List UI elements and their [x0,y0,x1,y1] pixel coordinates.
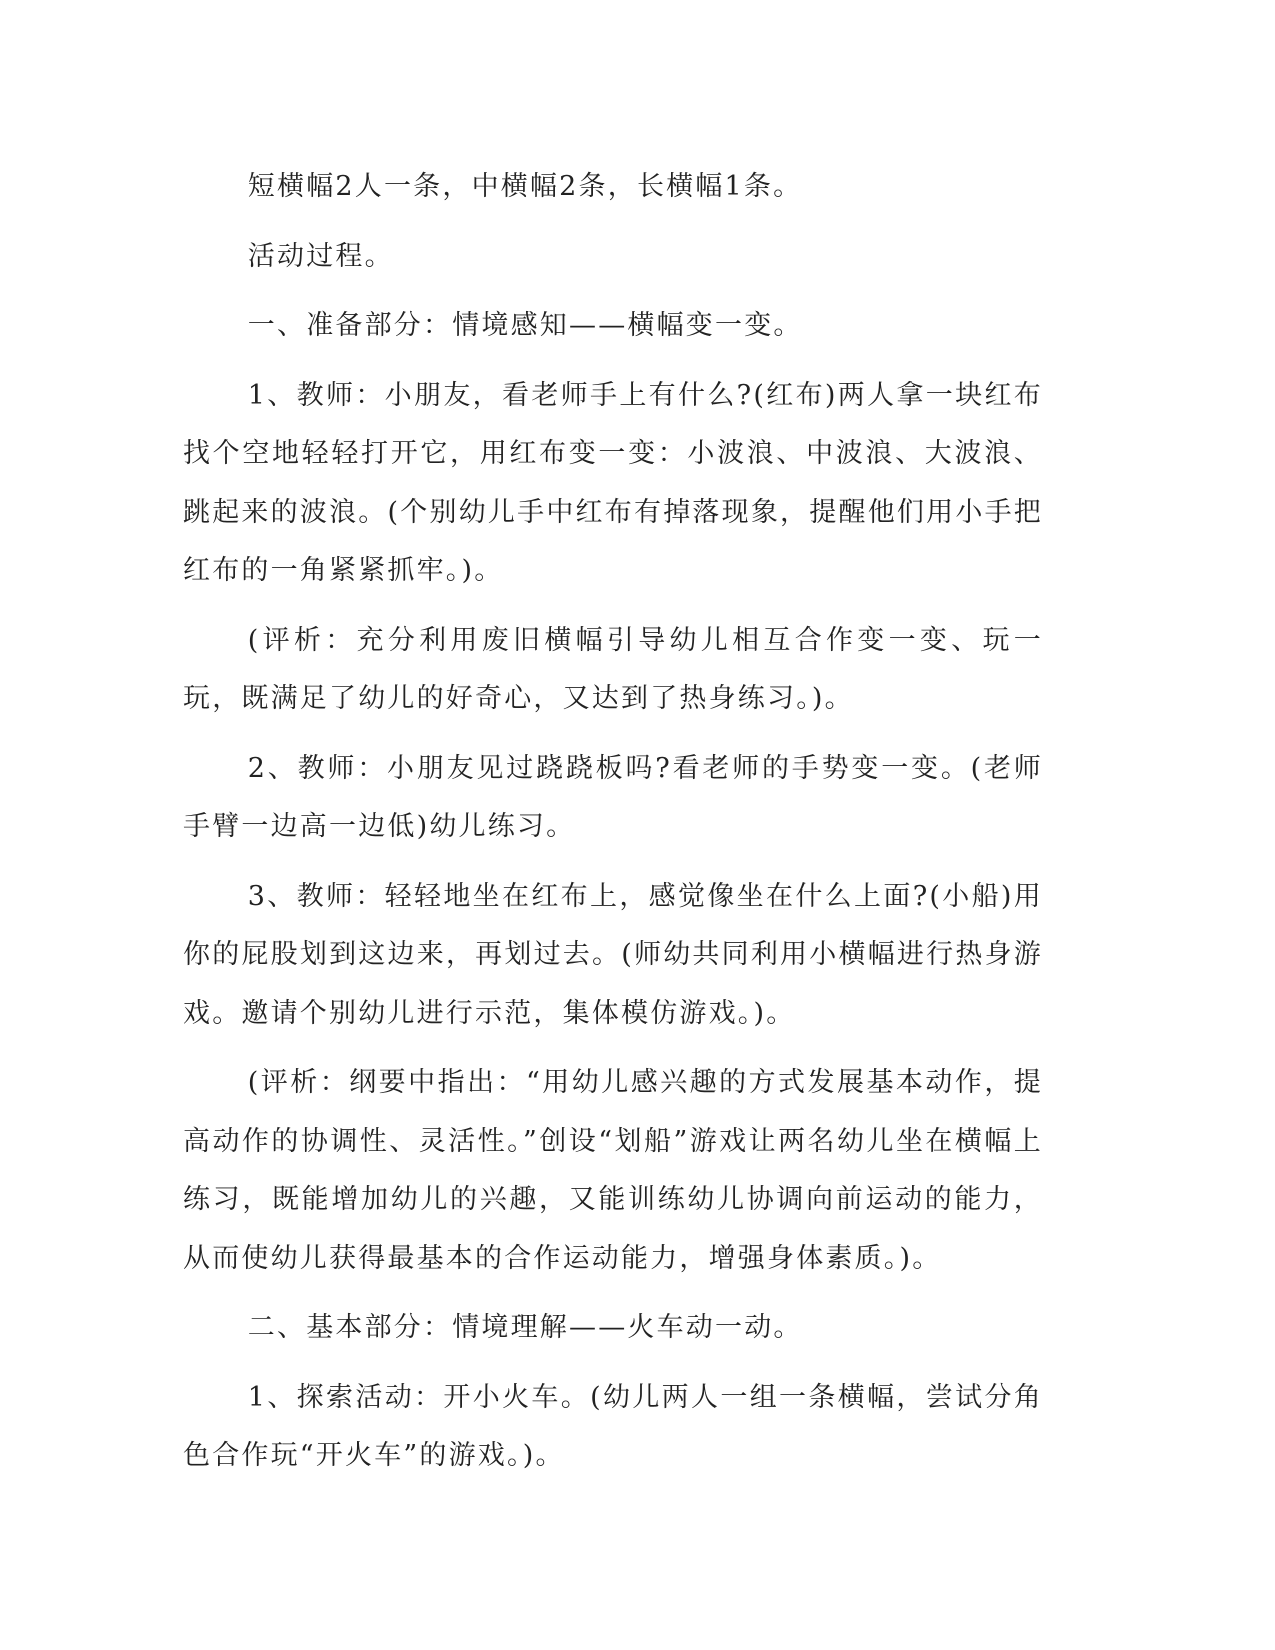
paragraph-step-1-red-cloth: 1、教师：小朋友，看老师手上有什么?(红布)两人拿一块红布找个空地轻轻打开它，用红布变一变：小波浪、中波浪、大波浪、跳起来的波浪。(个别幼儿手中红布有掉落现象，提醒他们用小手把红布的一角紧紧抓牢。)。 [183,379,1043,586]
paragraph-step-3-boat: 3、教师：轻轻地坐在红布上，感觉像坐在什么上面?(小船)用你的屁股划到这边来，再划过去。(师幼共同利用小横幅进行热身游戏。邀请个别幼儿进行示范，集体模仿游戏。)。 [183,880,1043,1029]
document-body [183,158,1043,1497]
paragraph-commentary-2: (评析：纲要中指出：“用幼儿感兴趣的方式发展基本动作，提高动作的协调性、灵活性。”创设“划船”游戏让两名幼儿坐在横幅上练习，既能增加幼儿的兴趣，又能训练幼儿协调向前运动的能力，从而使幼儿获得最基本的合作运动能力，增强身体素质。)。 [183,1067,1043,1274]
paragraph-commentary-1: (评析：充分利用废旧横幅引导幼儿相互合作变一变、玩一玩，既满足了幼儿的好奇心，又达到了热身练习。)。 [183,624,1043,714]
paragraph-explore-train: 1、探索活动：开小火车。(幼儿两人一组一条横幅，尝试分角色合作玩“开火车”的游戏。)。 [183,1381,1043,1471]
paragraph-activity-process: 活动过程。 [247,240,394,272]
section-heading-preparation: 一、准备部分：情境感知——横幅变一变。 [247,310,803,341]
paragraph-banner-materials: 短横幅2人一条，中横幅2条，长横幅1条。 [247,171,803,202]
paragraph-step-2-seesaw: 2、教师：小朋友见过跷跷板吗?看老师的手势变一变。(老师手臂一边高一边低)幼儿练习。 [183,752,1043,842]
section-heading-basic: 二、基本部分：情境理解——火车动一动。 [247,1312,803,1343]
